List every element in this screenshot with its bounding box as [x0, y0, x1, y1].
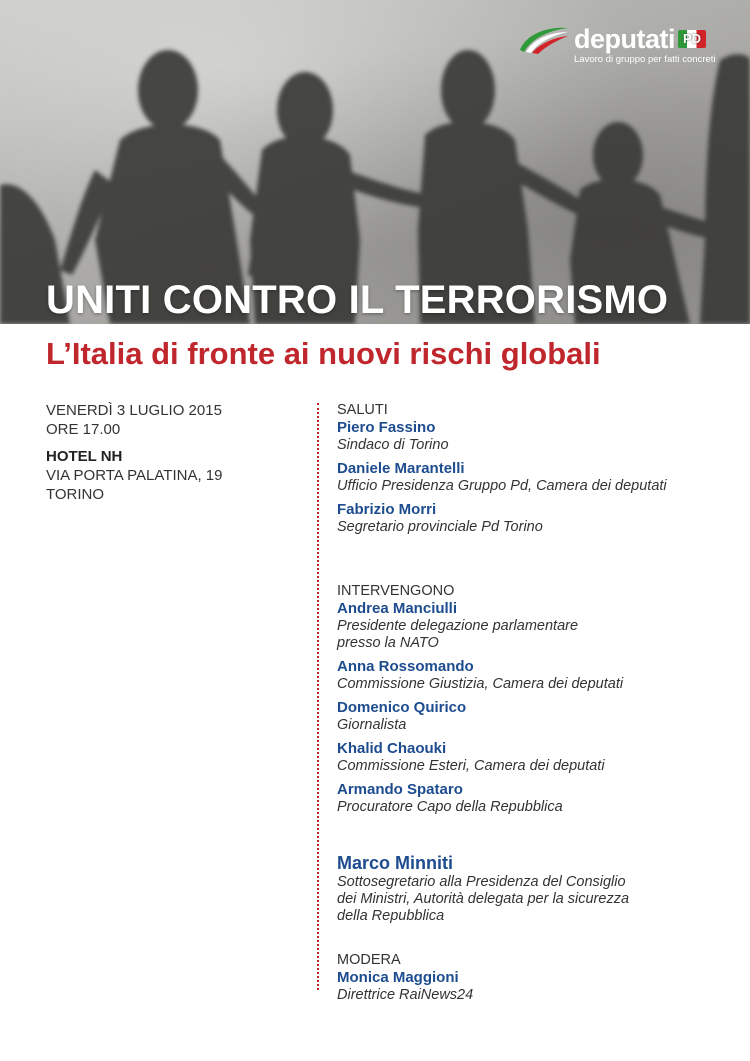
speaker-role: Procuratore Capo della Repubblica — [337, 799, 563, 815]
page-title: UNITI CONTRO IL TERRORISMO — [46, 278, 669, 322]
speaker-name: Piero Fassino — [337, 419, 436, 436]
speaker-role: Segretario provinciale Pd Torino — [337, 519, 543, 535]
speaker-role: della Repubblica — [337, 908, 445, 924]
speaker-role: presso la NATO — [337, 635, 439, 651]
moderator — [337, 969, 737, 1004]
speaker-role: Commissione Esteri, Camera dei deputati — [337, 758, 605, 774]
speaker — [337, 460, 737, 495]
speaker-role: Ufficio Presidenza Gruppo Pd, Camera dei deputati — [337, 478, 667, 494]
logo-wordmark: deputati — [574, 24, 675, 54]
event-city: TORINO — [46, 486, 105, 503]
event-venue: HOTEL NH — [46, 448, 123, 465]
speaker-name: Fabrizio Morri — [337, 501, 437, 518]
speaker — [337, 658, 737, 693]
speaker-name: Domenico Quirico — [337, 699, 467, 716]
deputati-pd-logo — [518, 24, 718, 74]
section-label-saluti: SALUTI — [337, 402, 388, 418]
speaker-role: Direttrice RaiNews24 — [337, 987, 474, 1003]
speaker-name: Monica Maggioni — [337, 969, 459, 986]
pd-badge: PD — [678, 30, 706, 48]
speaker-role: Sindaco di Torino — [337, 437, 449, 453]
section-label-intervengono: INTERVENGONO — [337, 583, 455, 599]
speaker — [337, 600, 737, 652]
speaker — [337, 740, 737, 775]
page-subtitle: L’Italia di fronte ai nuovi rischi globali — [46, 336, 601, 371]
speaker-role: Giornalista — [337, 717, 407, 733]
event-time: ORE 17.00 — [46, 421, 121, 438]
speaker-role: dei Ministri, Autorità delegata per la sicurezza — [337, 891, 630, 907]
speaker-name: Armando Spataro — [337, 781, 463, 798]
speaker — [337, 419, 737, 454]
program — [337, 401, 737, 1010]
speaker-role: Sottosegretario alla Presidenza del Consiglio — [337, 874, 626, 890]
speaker-name: Anna Rossomando — [337, 658, 474, 675]
speaker-role: Presidente delegazione parlamentare — [337, 618, 579, 634]
event-address: VIA PORTA PALATINA, 19 — [46, 467, 223, 484]
speaker-name: Khalid Chaouki — [337, 740, 447, 757]
speaker-role: Commissione Giustizia, Camera dei deputati — [337, 676, 624, 692]
speaker-name: Marco Minniti — [337, 853, 453, 873]
speaker — [337, 699, 737, 734]
event-date: VENERDÌ 3 LUGLIO 2015 — [46, 402, 222, 419]
dotted-divider — [317, 403, 319, 990]
speaker-name: Daniele Marantelli — [337, 460, 465, 477]
hero-photo — [0, 0, 750, 324]
event-info — [46, 401, 296, 504]
closing-speaker — [337, 852, 737, 925]
speaker-name: Andrea Manciulli — [337, 600, 458, 617]
speaker — [337, 501, 737, 536]
tricolor-swoosh-icon — [518, 24, 570, 54]
section-label-modera: MODERA — [337, 952, 401, 968]
logo-tagline: Lavoro di gruppo per fatti concreti — [574, 54, 716, 65]
speaker — [337, 781, 737, 816]
